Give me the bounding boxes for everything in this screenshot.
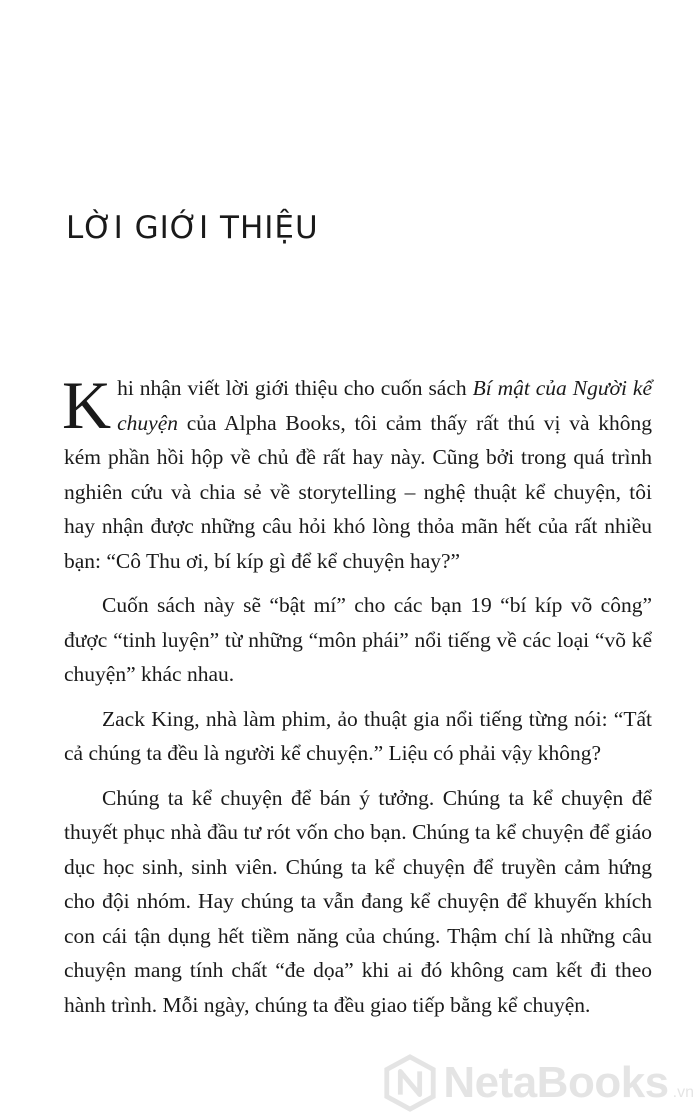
book-title-italic: Bí mật của Người kể chuyện [117, 376, 652, 435]
netabooks-logo-icon [381, 1054, 439, 1112]
body-text [62, 367, 652, 1032]
paragraph-1-part-1: hi nhận viết lời giới thiệu cho cuốn sách [117, 376, 473, 400]
paragraph-4: Chúng ta kể chuyện để bán ý tưởng. Chúng ta kể chuyện để thuyết phục nhà đầu tư rót vốn cho bạn. Chúng ta kể chuyện để giáo dục học sinh, sinh viên. Chúng ta kể chuyện để truyền cảm hứng cho đội nhóm. Hay chúng ta vẫn đang kể chuyện để khuyến khích con cái tận dụng hết tiềm năng của chúng. Thậm chí là những câu chuyện mang tính chất “đe dọa” khi ai đó không cam kết đi theo hành trình. Mỗi ngày, chúng ta đều giao tiếp bằng kể chuyện. [64, 785, 652, 1017]
paragraph-1-part-2: của Alpha Books, tôi cảm thấy rất thú vị và không kém phần hồi hộp về chủ đề rất hay này. Cũng bởi trong quá trình nghiên cứu và chia sẻ về storytelling – nghệ thuật kể chuyện, tôi hay nhận được những câu hỏi khó lòng thỏa mãn hết của rất nhiều bạn: “Cô Thu ơi, bí kíp gì để kể chuyện hay?” [64, 410, 652, 573]
watermark-suffix: .vn [672, 1084, 694, 1101]
paragraph-3: Zack King, nhà làm phim, ảo thuật gia nổi tiếng từng nói: “Tất cả chúng ta đều là người kể chuyện.” Liệu có phải vậy không? [64, 706, 652, 765]
drop-cap: K [62, 367, 112, 443]
watermark [381, 1054, 694, 1112]
paragraph-1 [62, 367, 652, 578]
chapter-title: LỜI GIỚI THIỆU [66, 210, 319, 246]
paragraph-2: Cuốn sách này sẽ “bật mí” cho các bạn 19 “bí kíp võ công” được “tinh luyện” từ những “môn phái” nổi tiếng về các loại “võ kể chuyện” khác nhau. [64, 593, 652, 686]
watermark-brand: NetaBooks [443, 1058, 669, 1107]
